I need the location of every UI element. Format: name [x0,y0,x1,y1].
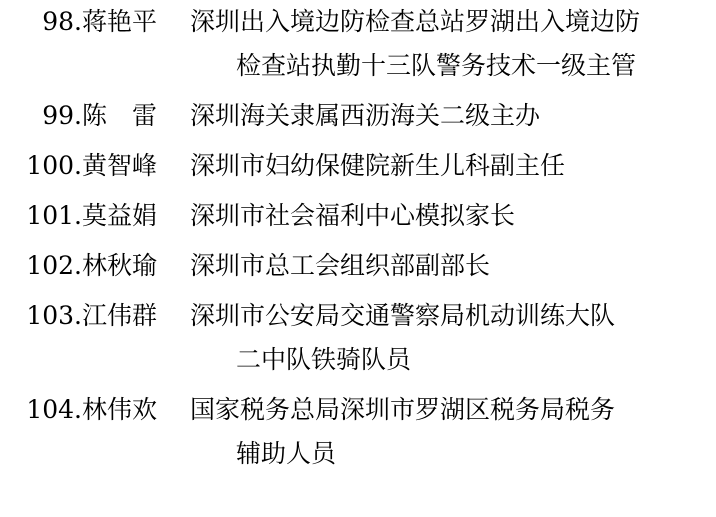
entry-title-line: 国家税务总局深圳市罗湖区税务局税务 [190,395,616,424]
entry-name: 林秋瑜 [82,251,158,280]
entry-title [190,194,716,238]
entry-title-line: 二中队铁骑队员 [236,345,412,374]
entry-name: 江伟群 [82,301,158,330]
entry-number: 98. [42,7,82,36]
entry-title-line: 深圳市社会福利中心模拟家长 [190,201,516,230]
entry-name: 陈 雷 [82,101,158,130]
entry-title [190,244,716,288]
entry-name: 黄智峰 [82,151,158,180]
entry-title-line: 深圳市妇幼保健院新生儿科副主任 [190,151,566,180]
entry-title-line: 辅助人员 [236,439,337,468]
entry-title-line: 深圳海关隶属西沥海关二级主办 [190,101,541,130]
entry-name: 莫益娟 [82,201,158,230]
entry-title [190,0,716,88]
list-item [0,244,716,288]
entry-name: 林伟欢 [82,395,158,424]
entry-title [190,294,716,382]
entry-number: 104. [26,395,82,424]
entry-title-line: 深圳市公安局交通警察局机动训练大队 [190,301,616,330]
list-item [0,194,716,238]
list-item [0,388,716,476]
entry-number: 102. [26,251,82,280]
list-item [0,144,716,188]
entry-number: 101. [26,201,82,230]
entry-number: 99. [42,101,82,130]
entry-title-line: 深圳市总工会组织部副部长 [190,251,491,280]
entry-title [190,388,716,476]
list-item [0,94,716,138]
entry-number: 103. [26,301,82,330]
entry-name: 蒋艳平 [82,7,158,36]
entry-title [190,144,716,188]
entry-title [190,94,716,138]
list-item [0,0,716,88]
entry-title-line: 检查站执勤十三队警务技术一级主管 [236,51,637,80]
list-item [0,294,716,382]
entry-number: 100. [26,151,82,180]
entry-title-line: 深圳出入境边防检查总站罗湖出入境边防 [190,7,641,36]
